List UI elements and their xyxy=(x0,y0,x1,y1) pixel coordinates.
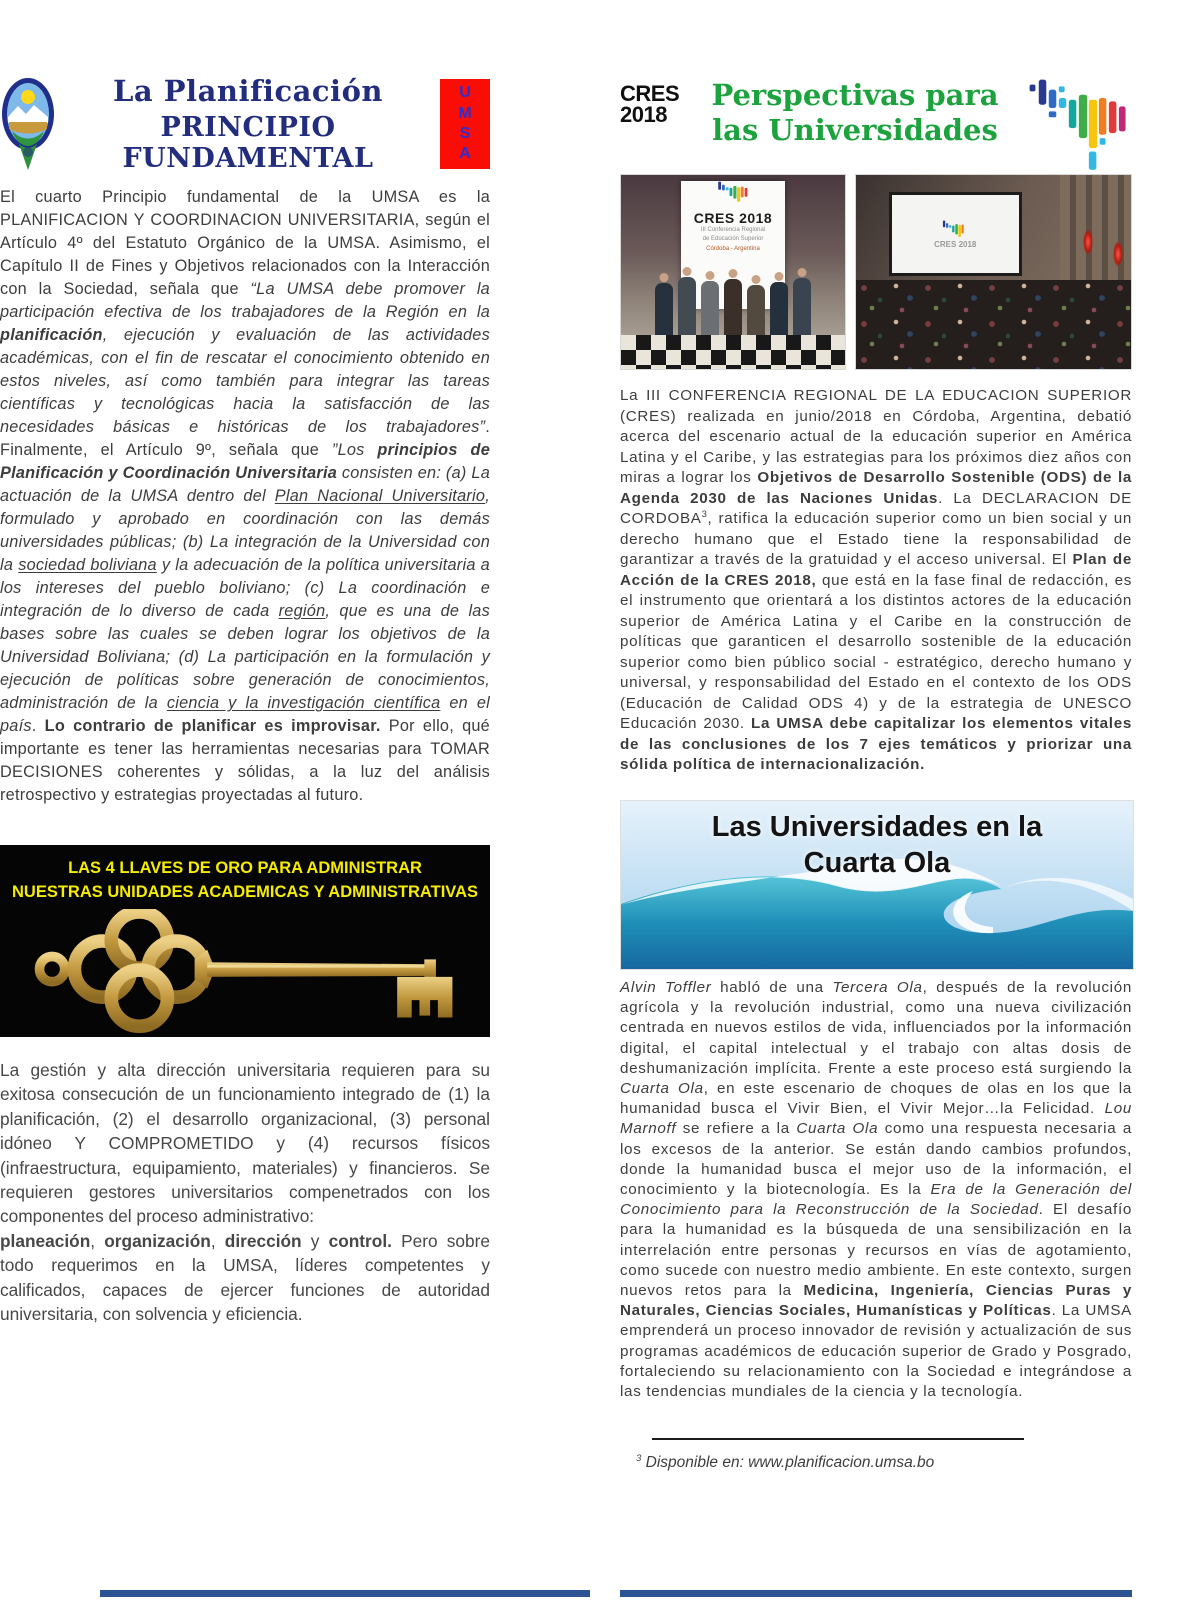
footnote xyxy=(620,1438,1132,1472)
wave-title-line1: Las Universidades en la xyxy=(711,811,1043,843)
delegates-group xyxy=(625,277,841,339)
person-silhouette xyxy=(678,277,696,339)
umsa-badge xyxy=(440,79,490,169)
key-banner-line1: LAS 4 LLAVES DE ORO PARA ADMINISTRAR xyxy=(68,859,422,877)
person-silhouette xyxy=(655,283,673,339)
umsa-badge-letter: M xyxy=(458,104,472,122)
key-banner-line2: NUESTRAS UNIDADES ACADEMICAS Y ADMINISTRATIVAS xyxy=(11,882,478,901)
umsa-badge-letter: U xyxy=(459,84,471,102)
conference-photo-group xyxy=(620,174,846,370)
red-stage-light xyxy=(1083,229,1093,255)
conference-photos xyxy=(620,174,1132,370)
cres-paragraph: La III CONFERENCIA REGIONAL DE LA EDUCACION SUPERIOR (CRES) realizada en junio/2018 en Córdoba, Argentina, debatió acerca del escenario actual de la educación superior en América Latina y el Caribe, y las estrategias para los próximos diez años con miras a lograr los Objetivos de Desarrollo Sostenible (ODS) de la Agenda 2030 de las Naciones Unidas. La DECLARACION DE CORDOBA$^3$, ratifica la educación superior como un bien social y un derecho humano que el Estado tiene la responsabilidad de garantizar a través de la gratuidad y el acceso universal. El Plan de Acción de la CRES 2018, que está en la fase final de redacción, es el instrumento que orientará a los distintos actores de la educación superior de América Latina y el Caribe en la construcción de políticas que garanticen el desarrollo sostenible de la educación superior como bien público social - estratégico, derecho humano y universal, y responsabilidad del Estado en el contexto de los ODS (Educación de Calidad ODS 4) y de la estrategia de UNESCO Educación 2030. La UMSA debe capitalizar los elementos vitales de las conclusiones de los 7 ejes temáticos y priorizar una sólida política de internacionalización. xyxy=(620,387,1133,773)
person-silhouette xyxy=(701,281,719,339)
left-title-line2: PRINCIPIO FUNDAMENTAL xyxy=(122,112,374,174)
umsa-emblem-icon xyxy=(0,76,56,172)
left-title-block xyxy=(56,74,440,174)
person-silhouette xyxy=(770,282,788,339)
projection-screen xyxy=(889,192,1022,276)
conference-photo-auditorium xyxy=(855,174,1132,370)
left-body-paragraph: El cuarto Principio fundamental de la UMSA es la PLANIFICACION Y COORDINACION UNIVERSITARIA, según el Artículo 4º del Estatuto Orgánico de la UMSA. Asimismo, el Capítulo II de Fines y Objetivos relacionados con la Interacción con la Sociedad, señala que “La UMSA debe promover la participación efectiva de los trabajadores de la Región en la planificación, ejecución y evaluación de las actividades académicas, con el fin de rescatar el conocimiento obtenido en estos niveles, así como también para integrar las tareas científicas y tecnológicas hacia la satisfacción de las necesidades básicas e históricas de los trabajadores”. Finalmente, el Artículo 9º, señala que ”Los principios de Planificación y Coordinación Universitaria consisten en: (a) La actuación de la UMSA dentro del Plan Nacional Universitario, formulado y aprobado en coordinación con las demás universidades públicas; (b) La integración de la Universidad con la sociedad boliviana y la adecuación de la política universitaria a los intereses del pueblo boliviano; (c) La coordinación e integración de lo diverso de cada región, que es una de las bases sobre las cuales se deben lograr los objetivos de la Universidad Boliviana; (d) La participación en la formulación y ejecución de políticas sobre generación de conocimientos, administración de la ciencia y la investigación científica en el país. Lo contrario de planificar es improvisar. Por ello, qué importante es tener las herramientas necesarias para TOMAR DECISIONES coherentes y sólidas, a la luz del análisis retrospectivo y estrategias proyectadas al futuro. xyxy=(0,188,491,804)
footer-bar-right xyxy=(620,1590,1132,1597)
wave-title-line2: Cuarta Ola xyxy=(803,847,951,880)
cres-line2: 2018 xyxy=(620,101,667,127)
banner-subtitle-2: de Educación Superior xyxy=(702,236,764,242)
umsa-badge-letter: S xyxy=(459,125,471,142)
cuarta-ola-banner xyxy=(620,800,1134,970)
footer-bar-left xyxy=(100,1590,590,1597)
banner-subtitle-1: III Conferencia Regional xyxy=(700,227,766,233)
left-management-paragraph xyxy=(0,1058,490,1326)
right-header xyxy=(620,78,1132,174)
latam-bars-screen-icon xyxy=(937,220,973,238)
golden-key-icon xyxy=(0,909,490,1035)
cuarta-ola-paragraph: Alvin Toffler habló de una Tercera Ola, después de la revolución agrícola y la revolución industrial, como una nueva civilización centrada en nuevos estilos de vida, influenciados por la información digital, el capital intelectual y el trabajo con altas dosis de deshumanización implícita. Frente a este proceso está surgiendo la Cuarta Ola, en este escenario de choques de olas en los que la humanidad busca el Vivir Bien, el Vivir Mejor…la Felicidad. Lou Marnoff se refiere a la Cuarta Ola como una respuesta necesaria a los excesos de la anterior. Se están dando cambios profundos, donde la humanidad busca el mejor uso de la información, el conocimiento y la biotecnología. Es la Era de la Generación del Conocimiento para la Reconstrucción de la Sociedad. El desafío para la humanidad es la búsqueda de una sensibilización en la interrelación entre personas y recursos en vías de agotamiento, como sucede con nuestro medio ambiente. En este contexto, surgen nuevos retos para la Medicina, Ingeniería, Ciencias Puras y Naturales, Ciencias Sociales, Humanísticas y Políticas. La UMSA emprenderá un proceso innovador de revisión y actualización de sus programas académicos de educación superior de Grado y Posgrado, fortaleciendo su relacionamiento con la Sociedad e integrándose a las tendencias mundiales de la ciencia y la tecnología. xyxy=(620,979,1132,1401)
latam-bars-mini-icon xyxy=(711,181,755,203)
management-process-text: planeación, organización, dirección y control. Pero sobre todo requerimos en la UMSA, líderes competentes y calificados, capaces de ejercer funciones de autoridad universitaria, con solvencia y eficiencia. xyxy=(0,1230,490,1325)
person-silhouette xyxy=(793,278,811,339)
banner-subtitle-3: Córdoba - Argentina xyxy=(706,246,760,252)
golden-key-banner xyxy=(0,845,490,1037)
latam-bars-icon xyxy=(1024,78,1132,174)
cres-2018-logotype xyxy=(620,81,686,127)
footnote-text: $^3$ Disponible en: www.planificacion.umsa.bo xyxy=(636,1452,935,1471)
left-title-line1: La Planificación xyxy=(112,74,384,108)
umsa-badge-letter: A xyxy=(459,145,471,163)
wave-banner-title xyxy=(621,809,1133,882)
audience-crowd xyxy=(856,280,1131,369)
banner-title: CRES 2018 xyxy=(693,210,773,226)
checkered-floor xyxy=(621,335,845,369)
footnote-divider xyxy=(652,1438,1024,1440)
red-stage-light xyxy=(1113,241,1123,267)
management-paragraph-text: La gestión y alta dirección universitaria requieren para su exitosa consecución de un funcionamiento integrado de (1) la planificación, (2) el desarrollo organizacional, (3) personal idóneo Y COMPROMETIDO y (4) recursos físicos (infraestructura, equipamiento, materiales) y financieros. Se requieren gestores universitarios compenetrados con los componentes del proceso administrativo: xyxy=(0,1060,490,1227)
left-header xyxy=(0,75,490,173)
person-silhouette xyxy=(747,285,765,339)
cres-line1: CRES xyxy=(620,81,680,106)
right-title: Perspectivas para las Universidades xyxy=(711,78,999,147)
person-silhouette xyxy=(724,279,742,339)
screen-label: CRES 2018 xyxy=(934,239,977,249)
